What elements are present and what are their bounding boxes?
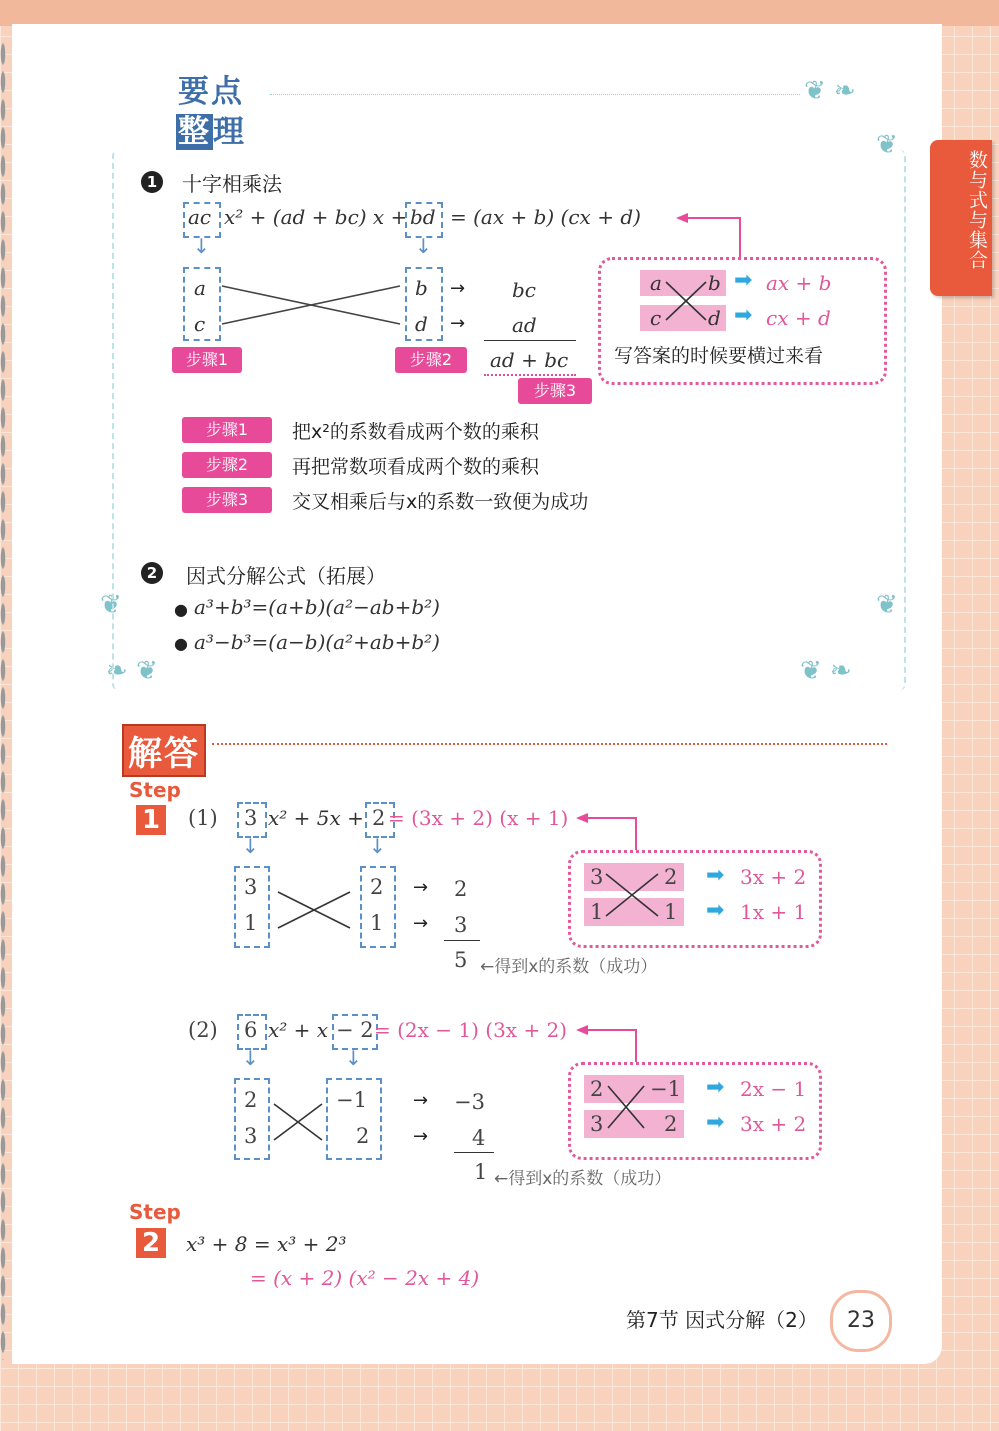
step-badge: 步骤1 (172, 347, 242, 373)
cloud-right: d (708, 306, 721, 330)
pointer-arrow (572, 812, 642, 854)
step-text: 交叉相乘后与x的系数一致便为成功 (292, 491, 589, 513)
header-divider (270, 94, 800, 95)
cloud-left: c (650, 306, 662, 330)
binding-holes (0, 40, 6, 1360)
product: bc (512, 278, 537, 302)
sum: 1 (474, 1160, 488, 1184)
problem-tag: (1) (188, 806, 218, 830)
cloud-left: 2 (590, 1077, 604, 1101)
cross-lines (276, 888, 352, 932)
top-band (0, 0, 999, 26)
flourish-icon: ❦ ❧ (804, 76, 856, 106)
cloud-right: 2 (664, 1112, 678, 1136)
right-factor: b (415, 276, 428, 300)
title-highlight: 整 (178, 114, 211, 150)
formula-rhs: = (2x − 1) (3x + 2) (374, 1018, 568, 1042)
cloud-right: 2 (664, 865, 678, 889)
left-factor: c (194, 312, 206, 336)
sum-line (484, 340, 576, 341)
right-arrow-icon: → (413, 1126, 429, 1147)
cloud-result: 3x + 2 (740, 865, 807, 889)
blue-arrow-icon: ➡ (706, 898, 725, 923)
step-text: 把x²的系数看成两个数的乘积 (292, 421, 539, 443)
flourish-icon: ❧ ❦ (106, 656, 158, 686)
section-title: 十字相乘法 (182, 172, 282, 196)
coef: 6 (244, 1018, 258, 1042)
down-arrow-icon: ↓ (193, 234, 210, 258)
step-badge: 步骤3 (182, 487, 272, 513)
down-arrow-icon: ↓ (242, 1046, 259, 1070)
cross-lines (272, 1100, 324, 1144)
bullet-icon: ● (174, 634, 188, 653)
right-arrow-icon: → (413, 1090, 429, 1111)
blue-arrow-icon: ➡ (706, 1110, 725, 1135)
cloud-result: ax + b (766, 271, 832, 295)
left-factor: a (194, 276, 206, 300)
step-label: Step (129, 1200, 181, 1224)
step-number: 1 (136, 805, 166, 835)
bullet-icon: ● (174, 600, 188, 619)
cloud-right: 1 (664, 900, 678, 924)
formula-middle: x² + (ad + bc) x + (224, 205, 408, 229)
cloud-left: a (650, 271, 662, 295)
product: ad (512, 313, 537, 337)
step2-line2: = (x + 2) (x² − 2x + 4) (250, 1266, 480, 1290)
flourish-icon: ❦ ❧ (800, 656, 852, 686)
left-factor: 3 (244, 1124, 258, 1148)
blue-arrow-icon: ➡ (706, 863, 725, 888)
formula: a³−b³=(a−b)(a²+ab+b²) (194, 630, 440, 654)
blue-arrow-icon: ➡ (734, 303, 753, 328)
success-note: ←得到x的系数（成功） (494, 1169, 672, 1189)
pointer-arrow (640, 212, 750, 260)
sum-line (444, 940, 480, 941)
left-factor: 2 (244, 1088, 258, 1112)
step-badge: 步骤3 (518, 378, 592, 404)
formula-bd: bd (410, 205, 436, 229)
step-badge: 步骤1 (182, 417, 272, 443)
step-text: 再把常数项看成两个数的乘积 (292, 456, 540, 478)
blue-arrow-icon: ➡ (706, 1075, 725, 1100)
answer-divider (212, 743, 887, 745)
right-arrow-icon: → (450, 278, 466, 299)
right-factor: 2 (370, 875, 384, 899)
cross-lines (604, 870, 660, 920)
chapter-title: 第7节 因式分解（2） (626, 1308, 818, 1332)
success-note: ←得到x的系数（成功） (480, 957, 658, 977)
sum-line (454, 1152, 494, 1153)
flourish-icon: ❦ (876, 590, 898, 620)
cloud-right: b (708, 271, 721, 295)
const: − 2 (336, 1018, 374, 1042)
cross-lines (220, 280, 402, 330)
const: 2 (372, 806, 386, 830)
cloud-right: −1 (650, 1077, 681, 1101)
title-rest: 理 (213, 114, 246, 150)
cloud-left: 1 (590, 900, 604, 924)
cloud-caption: 写答案的时候要横过来看 (614, 345, 824, 367)
cross-lines (606, 1082, 646, 1132)
right-arrow-icon: → (450, 313, 466, 334)
step2-line1: x³ + 8 = x³ + 2³ (186, 1232, 347, 1256)
cloud-result: 1x + 1 (740, 900, 807, 924)
cloud-left: 3 (590, 1112, 604, 1136)
sum-underline (484, 374, 576, 376)
formula-ac: ac (188, 205, 212, 229)
side-tab-label: 数与式与集合 (966, 150, 988, 270)
right-arrow-icon: → (413, 877, 429, 898)
down-arrow-icon: ↓ (415, 234, 432, 258)
flourish-icon: ❦ (100, 590, 122, 620)
sum: ad + bc (490, 348, 569, 372)
product: 4 (472, 1126, 486, 1150)
cloud-result: cx + d (766, 306, 831, 330)
formula-middle: x² + 5x + (268, 806, 364, 830)
right-factor: d (415, 312, 428, 336)
blue-arrow-icon: ➡ (734, 268, 753, 293)
right-factor: 2 (356, 1124, 370, 1148)
formula: a³+b³=(a+b)(a²−ab+b²) (194, 595, 440, 619)
right-factor: −1 (336, 1088, 367, 1112)
coef: 3 (244, 806, 258, 830)
page-number: 23 (830, 1290, 892, 1352)
cross-lines (664, 278, 708, 324)
product: 2 (454, 877, 468, 901)
formula-rhs: = (3x + 2) (x + 1) (388, 806, 569, 830)
cloud-result: 3x + 2 (740, 1112, 807, 1136)
right-factor: 1 (370, 911, 384, 935)
product: −3 (454, 1090, 485, 1114)
formula-rhs: = (ax + b) (cx + d) (450, 205, 641, 229)
down-arrow-icon: ↓ (345, 1046, 362, 1070)
section-number: 2 (141, 562, 163, 584)
product: 3 (454, 913, 468, 937)
title-line-1: 要点 (178, 74, 244, 110)
left-factor: 1 (244, 911, 258, 935)
left-factor: 3 (244, 875, 258, 899)
step-number: 2 (136, 1228, 166, 1258)
title-line-2 (176, 106, 246, 151)
sum: 5 (454, 948, 468, 972)
down-arrow-icon: ↓ (369, 834, 386, 858)
step-label: Step (129, 778, 181, 802)
step-badge: 步骤2 (182, 452, 272, 478)
right-arrow-icon: → (413, 913, 429, 934)
cloud-result: 2x − 1 (740, 1077, 807, 1101)
pointer-arrow (572, 1024, 642, 1066)
down-arrow-icon: ↓ (242, 834, 259, 858)
step-badge: 步骤2 (395, 347, 467, 373)
formula-middle: x² + x (268, 1018, 329, 1042)
section-number: 1 (141, 171, 163, 193)
cloud-left: 3 (590, 865, 604, 889)
answer-heading: 解答 (122, 724, 206, 777)
flourish-icon: ❦ (876, 130, 898, 160)
problem-tag: (2) (188, 1018, 218, 1042)
section-title: 因式分解公式（拓展） (186, 564, 386, 588)
